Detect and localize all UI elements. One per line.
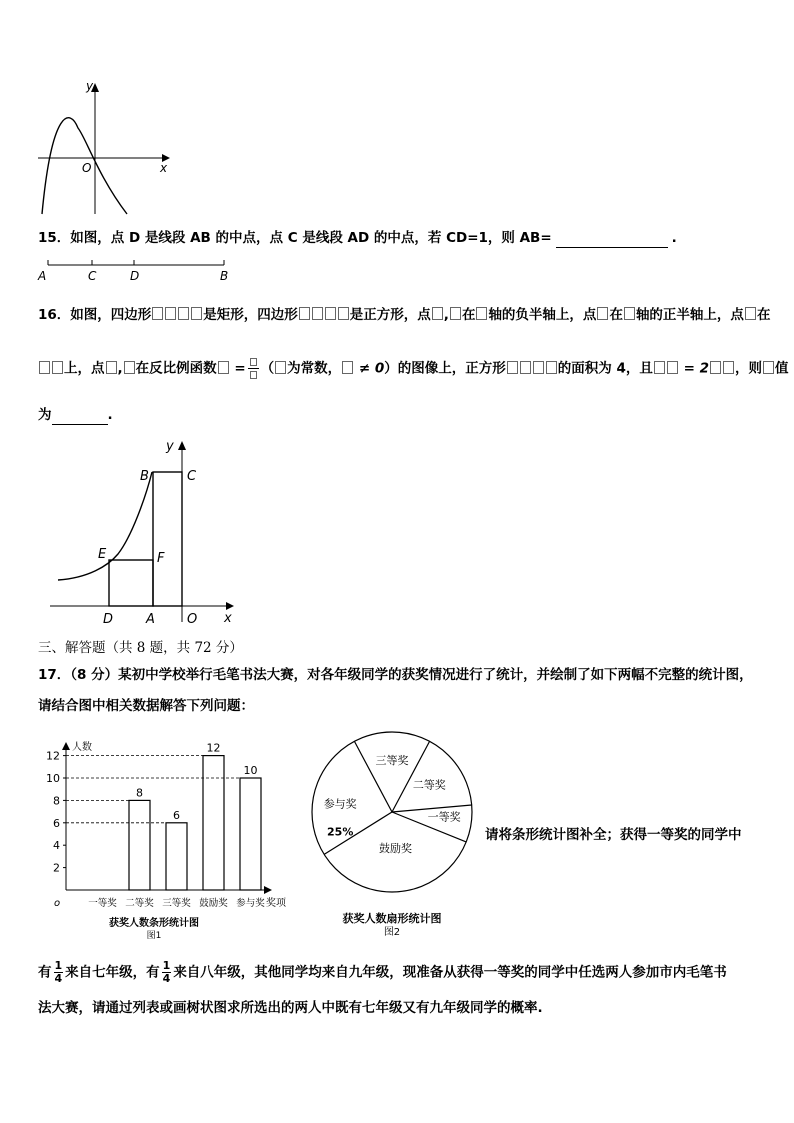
q17-frac-2	[162, 960, 172, 985]
pie-slice-label: 二等奖	[412, 778, 446, 792]
bar	[166, 823, 187, 890]
bar-value-label: 8	[136, 786, 143, 800]
q16-line3	[38, 405, 113, 425]
q17-frac-1	[54, 960, 64, 985]
label-a: A	[146, 612, 155, 626]
label-d: D	[103, 612, 114, 626]
point-d-label: D	[130, 269, 140, 283]
hyperbola-figure	[48, 436, 248, 626]
bar	[129, 800, 150, 890]
bar-category-label: 参与奖	[236, 898, 265, 909]
pie-slice-value: 25%	[327, 825, 354, 839]
bar-x-label: 奖项	[266, 898, 286, 909]
q16-l1h: 在	[756, 307, 771, 323]
square-bcfa	[153, 472, 182, 606]
pie-slice-label: 一等奖	[427, 810, 461, 824]
q16-answer-blank[interactable]	[52, 409, 108, 425]
x-axis-label: x	[160, 161, 168, 175]
frac-num-2: 1	[162, 959, 171, 972]
pie-slice-label: 鼓励奖	[378, 841, 412, 855]
pie-chart	[300, 712, 485, 942]
q17-l3a: 有	[38, 964, 52, 981]
bar-y-tick-label: 8	[53, 794, 60, 808]
q16-l2f: 的面积为 4，且	[557, 360, 653, 377]
label-c: C	[187, 469, 197, 484]
label-y: y	[166, 439, 174, 454]
q17-side-text: 请将条形统计图补全；获得一等奖的同学中	[485, 827, 742, 843]
q16-l1e: 轴的负半轴上，点	[488, 307, 597, 323]
x-axis-arrow	[226, 602, 234, 610]
q16-l1d: 在	[461, 307, 476, 323]
q17-l3c: 来自八年级，其他同学均来自九年级，现准备从获得一等奖的同学中任选两人参加市内毛笔书	[173, 964, 727, 981]
bar-category-label: 鼓励奖	[199, 898, 228, 909]
q16-l2a: 上，点	[64, 360, 105, 377]
frac-num-1: 1	[54, 959, 63, 972]
q16-l1g: 轴的正半轴上，点	[635, 307, 744, 323]
q16-l2d: 为常数，	[287, 360, 342, 377]
q16-l2e: ）的图像上，正方形	[384, 360, 506, 377]
q16-l2c: （	[260, 360, 275, 377]
point-a-label: A	[38, 269, 47, 283]
origin-label: O	[82, 161, 92, 175]
q15-text	[38, 228, 677, 248]
bar-value-label: 6	[173, 808, 180, 822]
pie-subtitle: 图2	[383, 927, 401, 938]
bar-x-axis-arrow	[264, 886, 272, 894]
y-axis-arrow	[178, 441, 186, 450]
y-axis-label: y	[86, 79, 94, 93]
bar	[203, 756, 224, 890]
pie-slice-label: 参与奖	[323, 797, 357, 811]
bar-subtitle: 图1	[146, 931, 162, 941]
bar-category-label: 二等奖	[125, 898, 154, 909]
q16-eq: =	[234, 360, 246, 377]
q16-l1b: 是矩形，四边形	[203, 307, 298, 323]
segment-figure	[34, 258, 239, 284]
q16-l2b: 在反比例函数	[135, 360, 217, 377]
label-f: F	[157, 551, 165, 566]
bar-y-tick-label: 2	[53, 861, 60, 875]
q16-eq2: = 2	[683, 360, 709, 377]
section3-title: 三、解答题（共 8 题，共 72 分）	[38, 640, 243, 656]
q17-line4: 法大赛，请通过列表或画树状图求所选出的两人中既有七年级又有九年级同学的概率.	[38, 1000, 543, 1016]
q17-line1: 17．（8 分）某初中学校举行毛笔书法大赛，对各年级同学的获奖情况进行了统计，并绘制了如下两幅不完整的统计图，	[38, 667, 753, 683]
q16-fraction	[248, 356, 259, 381]
bar-title: 获奖人数条形统计图	[109, 918, 199, 929]
q16-l2h: 值	[774, 360, 789, 377]
label-b: B	[140, 469, 149, 484]
pie-slice-label: 三等奖	[375, 754, 409, 767]
pie-title: 获奖人数扇形统计图	[342, 912, 442, 925]
bar-y-tick-label: 12	[46, 749, 60, 763]
rectangle-efad	[109, 560, 153, 606]
point-c-label: C	[88, 269, 97, 283]
q16-line1: 16．如图，四边形 是矩形，四边形 是正方形，点 , 在 轴的负半轴上，点 在 轴的正半轴上，点 在	[38, 307, 771, 323]
q16-l1f: 在	[609, 307, 623, 323]
label-e: E	[98, 547, 107, 562]
bar-value-label: 12	[206, 741, 221, 755]
bar-y-tick-label: 10	[46, 772, 60, 785]
label-o: O	[187, 612, 198, 626]
bar-y-label: 人数	[72, 742, 92, 753]
q15-question: 15．如图，点 D 是线段 AB 的中点，点 C 是线段 AD 的中点，若 CD=1，则 AB=	[38, 230, 552, 246]
point-b-label: B	[220, 269, 229, 283]
q15-answer-blank[interactable]	[556, 232, 668, 248]
bar-y-tick-label: 4	[53, 839, 60, 853]
bar-y-axis-arrow	[62, 742, 70, 750]
bar-chart	[36, 734, 296, 944]
bar-value-label: 10	[243, 764, 258, 777]
label-x: x	[224, 611, 232, 626]
bar	[240, 778, 261, 890]
parabola-figure	[30, 78, 180, 218]
bar-origin-label: o	[54, 898, 61, 909]
q15-end: .	[671, 230, 677, 246]
q16-l1a: 16．如图，四边形	[38, 307, 152, 323]
frac-den-2: 4	[162, 972, 171, 985]
frac-den-1: 4	[54, 972, 63, 985]
q16-line2: 上，点 , 在反比例函数 = （ 为常数， ≠ 0）的图像上，正方形 的面积为 4，且 = 2 ，则 值	[38, 356, 788, 381]
q16-l3: 为	[38, 407, 52, 423]
q17-l3b: 来自七年级，有	[65, 964, 160, 981]
q17-line2: 请结合图中相关数据解答下列问题：	[38, 698, 254, 714]
bar-y-tick-label: 6	[53, 816, 60, 830]
q16-l2g: ，则	[734, 360, 762, 377]
q16-l3-end: .	[107, 407, 113, 423]
q16-l1c: 是正方形，点	[349, 307, 431, 323]
q16-neq: ≠ 0	[358, 360, 385, 377]
bar-category-label: 一等奖	[88, 898, 117, 909]
bar-category-label: 三等奖	[162, 898, 191, 909]
q17-line3	[38, 960, 727, 985]
hyperbola-curve	[58, 472, 152, 580]
